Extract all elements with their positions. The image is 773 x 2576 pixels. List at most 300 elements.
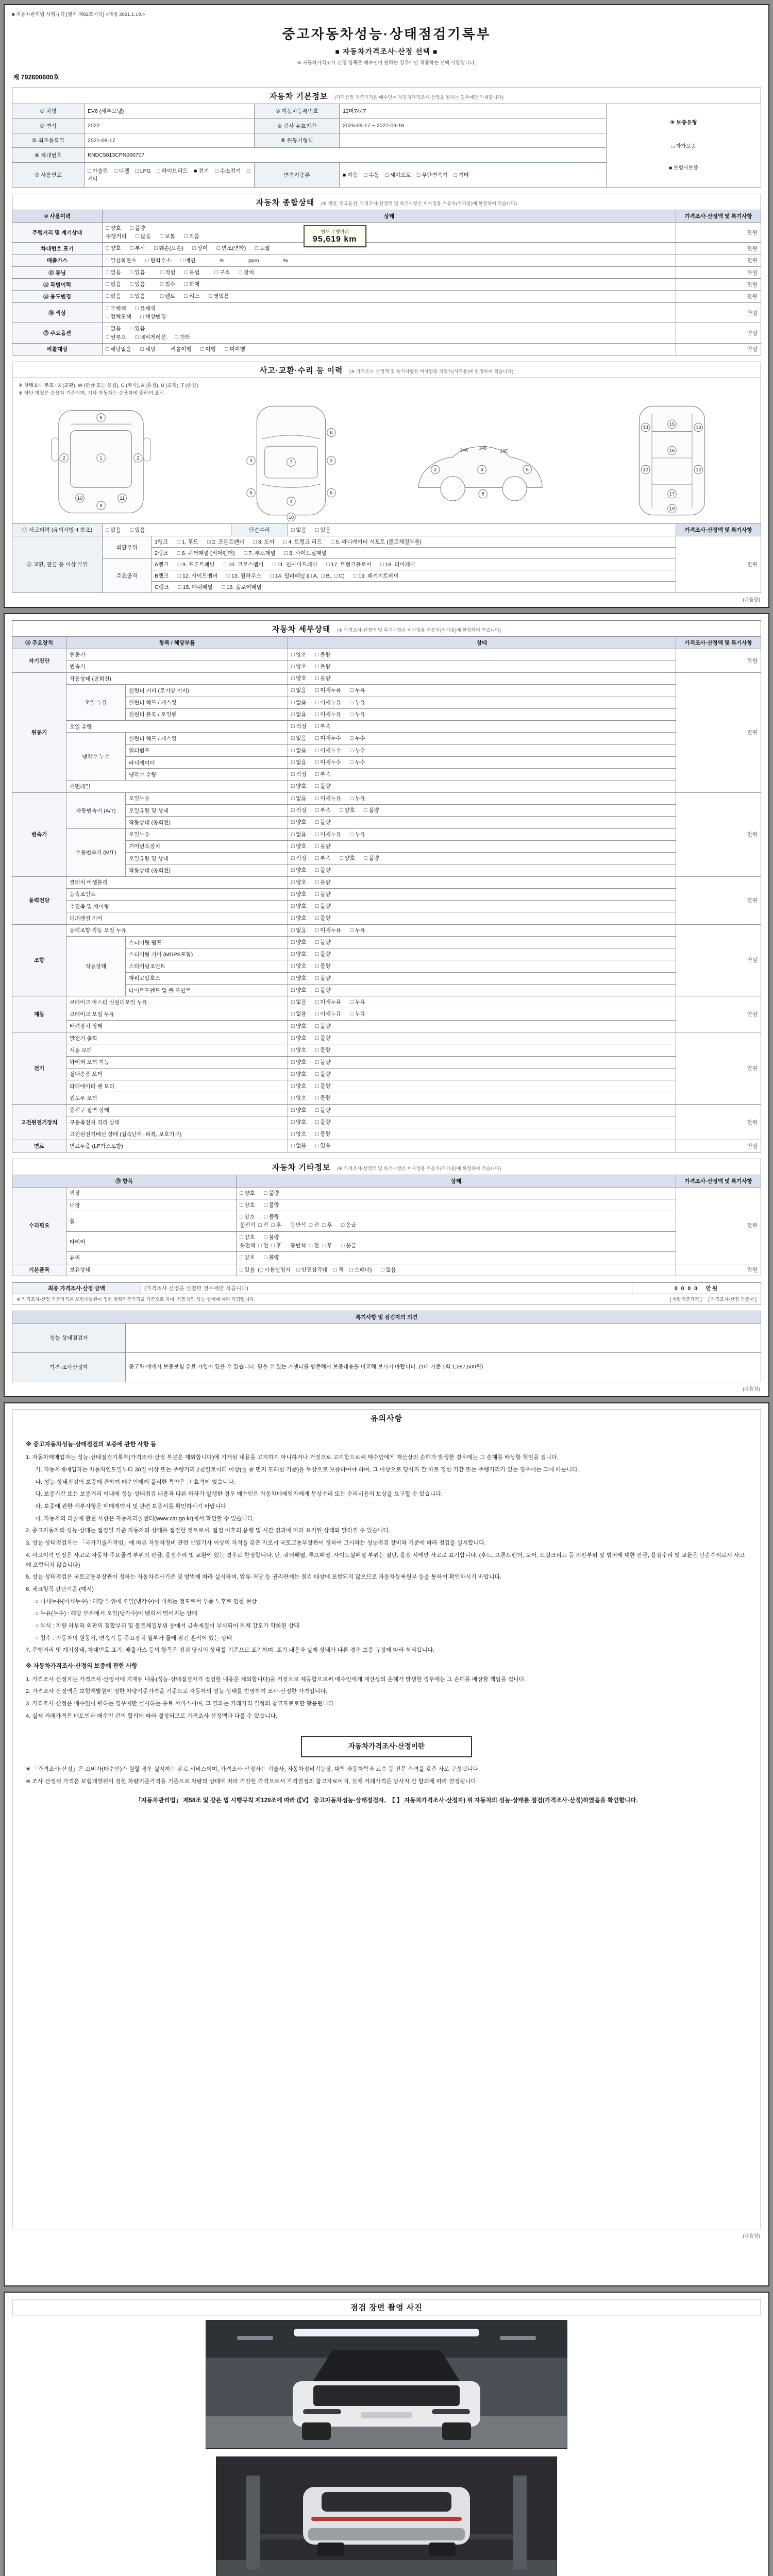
section-overall-condition bbox=[12, 194, 761, 355]
item-cell: 디퍼렌셜 기어 bbox=[66, 912, 288, 924]
notice-section1-head: ※ 중고자동차성능·상태점검의 보증에 관한 사항 등 bbox=[26, 1441, 157, 1448]
inspection-confirmation-statement: 「자동차관리법」 제58조 및 같은 법 시행규칙 제120조에 따라 (【V】 중고자동차성능·상태점검자, 【 】 자동차가격조사·산정자) 위 자동차의 성능·상태를 점검(가격조사·산정)하였음을 확인합니다. bbox=[135, 1797, 638, 1804]
etc-header-state: 상태 bbox=[237, 1175, 676, 1187]
table-row bbox=[12, 1116, 761, 1128]
price-cell: 만원 bbox=[676, 924, 761, 996]
photos-title-bar bbox=[12, 2299, 761, 2315]
state-option-line: □ 양호 □ 불량 bbox=[291, 1071, 331, 1077]
notice-body bbox=[12, 1426, 761, 2229]
subgroup-cell: 수동변속기 (M/T) bbox=[66, 828, 126, 876]
table-row bbox=[12, 1044, 761, 1056]
device-cell: 변속기 bbox=[12, 792, 66, 876]
field-label-first-reg-date: ⑤ 최초등록일 bbox=[12, 133, 85, 147]
item-cell: 실린더 헤드 / 개스킷 bbox=[126, 733, 288, 744]
notice-section2-items bbox=[26, 1675, 747, 1721]
svg-text:14C: 14C bbox=[499, 448, 508, 454]
table-row bbox=[12, 685, 761, 697]
state-cell bbox=[288, 1032, 676, 1044]
state-cell bbox=[288, 1140, 676, 1152]
overall-note: (※ 색상, 주요옵션, 가격조사·산정액 및 특기사항은 비사업용 자동차(자가용)에 한정하여 적습니다) bbox=[321, 200, 517, 206]
state-option-line: □ 없음 □ 있음 □ 렌트 □ 리스 □ 영업용 bbox=[106, 293, 229, 300]
subgroup-cell: 오일 누유 bbox=[66, 685, 126, 721]
detail-title-bar bbox=[12, 620, 761, 636]
device-cell: ⑪ 튜닝 bbox=[12, 266, 103, 278]
item-cell: 보유상태 bbox=[66, 1264, 237, 1276]
item-cell: 타이로드엔드 및 볼 조인트 bbox=[126, 984, 288, 996]
svg-text:2: 2 bbox=[137, 455, 140, 461]
table-row bbox=[12, 266, 761, 278]
state-cell bbox=[288, 901, 676, 912]
table-row bbox=[12, 1008, 761, 1020]
state-option-line: □ 양호 □ 불량 bbox=[291, 783, 331, 790]
table-row bbox=[12, 1140, 761, 1152]
state-option-line: □ 양호 □ 불량 bbox=[291, 915, 331, 922]
device-cell: 주행거리 및 계기상태 bbox=[12, 222, 103, 243]
price-cell: 만원 bbox=[676, 255, 761, 266]
state-option-line: □ 양호 □ 불량 bbox=[291, 843, 331, 850]
svg-text:14A: 14A bbox=[460, 447, 468, 453]
item-cell: 원동기 bbox=[66, 649, 288, 660]
table-row bbox=[12, 1032, 761, 1044]
section-detail-condition bbox=[12, 620, 761, 1153]
table-row bbox=[12, 343, 761, 355]
state-option-line: □ 양호 □ 불량 bbox=[291, 1023, 331, 1029]
item-cell: 오일누유 bbox=[126, 792, 288, 804]
subgroup-cell: 냉각수 누수 bbox=[66, 733, 126, 781]
state-cell bbox=[288, 912, 676, 924]
final-price-table bbox=[12, 1282, 761, 1294]
svg-text:9: 9 bbox=[99, 502, 103, 508]
mileage-callout-value: 95,619 km bbox=[313, 234, 357, 244]
table-row bbox=[12, 1092, 761, 1104]
base-price-link: [ 차량기준가격 ] bbox=[669, 1296, 702, 1302]
svg-text:16: 16 bbox=[669, 448, 675, 453]
notice-paragraph: 1. 자동차매매업자는 성능·상태점검기록부(가격조사·산정 부분은 제외합니다)에 기재된 내용을 고지하지 아니하거나 거짓으로 고지함으로써 매수인에게 재산상의 손해가 발생한 경우에는 그 손해를 배상할 책임을 집니다. bbox=[26, 1454, 559, 1461]
panel-main-info bbox=[4, 4, 769, 608]
opinion-table bbox=[12, 1311, 761, 1382]
notice-title: 유의사항 bbox=[371, 1414, 402, 1423]
frame-rankA-row: A랭크 □ 9. 프론트패널 □ 10. 크로스멤버 □ 11. 인사이드패널 □ 17. 트렁크플로어 □ 18. 리어패널 bbox=[152, 558, 676, 570]
state-option-line: □ 없음 □ 있음 □ 침수 □ 화재 bbox=[106, 281, 200, 288]
svg-text:13: 13 bbox=[643, 424, 648, 430]
state-option-line: □ 없음 □ 미세누유 □ 누유 bbox=[291, 795, 365, 802]
opinion-header: 특기사항 및 점검자의 의견 bbox=[12, 1311, 761, 1323]
form-reference: ■ 자동차관리법 시행규칙 [별지 제82호서식] <개정 2021.1.19.> bbox=[12, 12, 145, 18]
notice-paragraph: 3. 가격조사·산정은 매수인이 원하는 경우에만 실시하는 유료 서비스이며, 그 결과는 거래가격 결정의 참고자료로만 활용됩니다. bbox=[26, 1700, 335, 1707]
state-cell bbox=[103, 279, 676, 291]
svg-text:10: 10 bbox=[77, 495, 83, 501]
item-cell: 작동상태 (공회전) bbox=[126, 865, 288, 876]
svg-text:6: 6 bbox=[249, 490, 253, 496]
item-cell: 오일누유 bbox=[126, 828, 288, 840]
page-subtitle-note: ※ 자동차가격조사·산정 항목은 매수인이 원하는 경우에만 적용하는 선택 사항입니다. bbox=[297, 60, 476, 66]
detail-condition-table bbox=[12, 636, 761, 1153]
device-cell: 기본품목 bbox=[12, 1264, 66, 1276]
state-cell bbox=[103, 266, 676, 278]
item-cell: 오일유량 및 상태 bbox=[126, 804, 288, 816]
state-option-line: □ 양호 □ 불량 bbox=[291, 1035, 331, 1042]
overall-header-price: 가격조사·산정액 및 특기사항 bbox=[676, 210, 761, 222]
state-cell bbox=[288, 1092, 676, 1104]
state-option-line: □ 양호 □ 부식 □ 훼손(오손) □ 상이 □ 변조(변타) □ 도말 bbox=[106, 245, 271, 252]
pricing-info-box-title: 자동차가격조사·산정이란 bbox=[301, 1736, 472, 1757]
state-option-line: □ 적정 □ 부족 bbox=[291, 771, 331, 778]
item-cell: 스티어링 펌프 bbox=[126, 936, 288, 948]
state-cell bbox=[288, 924, 676, 936]
state-option-line: □ 양호 □ 불량 bbox=[291, 1083, 331, 1090]
svg-text:8: 8 bbox=[481, 491, 484, 497]
table-row bbox=[12, 1056, 761, 1068]
table-row bbox=[12, 323, 761, 344]
device-cell: 고전원전기장치 bbox=[12, 1104, 66, 1140]
table-row bbox=[12, 733, 761, 744]
svg-text:11: 11 bbox=[120, 495, 125, 501]
state-option-line: □ 양호 □ 불량 bbox=[291, 1095, 331, 1101]
item-cell: 기어변속장치 bbox=[126, 840, 288, 852]
section-etc-info bbox=[12, 1159, 761, 1276]
diagram-legend-symbols: ※ 상태표시 부호 : X (교환), W (판금 또는 용접), C (부식), A (흠집), U (요철), T (손상) bbox=[19, 383, 198, 389]
price-cell: 만원 bbox=[676, 1264, 761, 1276]
table-row bbox=[12, 792, 761, 804]
field-value-transmission: ■ 자동 □ 수동 □ 세미오토 □ 무단변속기 □ 기타 bbox=[340, 162, 607, 187]
state-option-line: □ 양호 □ 불량 bbox=[291, 675, 331, 682]
accident-history-state: □ 없음 □ 있음 bbox=[103, 523, 231, 536]
pricing-paragraph: ※ 「가격조사·산정」은 소비자(매수인)가 원할 경우 실시하는 유료 서비스이며, 가격조사·산정자는 기술사, 자동차정비기능장, 대학 자동차학과 교수 등 전문 자격을 갖춘 자로 구성됩니다. bbox=[26, 1766, 480, 1773]
opinion-appraiser-label: 가격·조사산정자 bbox=[12, 1352, 126, 1382]
state-option-line: □ 양호 □ 불량 bbox=[291, 867, 331, 874]
notice-title-bar bbox=[12, 1410, 761, 1426]
final-price-mid-note: (가격조사·산정을 신청한 경우에만 적습니다) bbox=[141, 1282, 632, 1294]
accident-price-header: 가격조사·산정액 및 특기사항 bbox=[676, 523, 761, 536]
price-cell: 만원 bbox=[676, 279, 761, 291]
state-option-line: □ 양호 □ 불량 bbox=[291, 1047, 331, 1054]
state-cell bbox=[237, 1187, 676, 1199]
state-option-line: □ 양호 □ 불량 bbox=[291, 1118, 331, 1125]
state-cell bbox=[288, 853, 676, 865]
state-cell bbox=[288, 733, 676, 744]
notice-paragraph: 5. 성능·상태점검은 국토교통부장관이 정하는 자동차검사기준 및 방법에 따라 실시하며, 압류·저당 등 권리관계는 점검 대상에 포함되지 않으므로 자동차등록원부 등을 통하여 확인하시기 바랍니다. bbox=[26, 1574, 502, 1581]
state-option-line: □ 없음 □ 미세누수 □ 누수 bbox=[291, 759, 365, 766]
accident-history-label: ⑯ 사고이력 (유의사항 4 참조) bbox=[12, 523, 103, 536]
state-cell bbox=[237, 1199, 676, 1211]
table-row bbox=[12, 243, 761, 255]
svg-text:17: 17 bbox=[669, 491, 675, 497]
final-price-unit: 만원 bbox=[705, 1285, 719, 1292]
state-cell bbox=[288, 960, 676, 972]
state-cell bbox=[288, 865, 676, 876]
diagram-legend-basis: ※ 하단 명칭은 승용차 기준이며, 기타 자동차는 승용차에 준하여 표시 bbox=[19, 390, 164, 396]
field-label-model-year: ③ 연식 bbox=[12, 118, 85, 133]
accident-note: (※ 가격조사·산정액 및 특기사항은 비사업용 자동차(자가용)에 한정하여 적습니다) bbox=[349, 369, 514, 375]
table-row bbox=[12, 781, 761, 792]
notice-paragraph: 마. 자동차의 리콜에 관한 사항은 자동차리콜센터(www.car.go.kr)에서 확인할 수 있습니다. bbox=[26, 1515, 255, 1522]
price-cell: 만원 bbox=[676, 1140, 761, 1152]
state-option-line: □ 없음 □ 있음 bbox=[291, 1143, 331, 1149]
final-price-digits: 0 0 0 0 bbox=[674, 1285, 699, 1292]
panel-photos-signature bbox=[4, 2292, 769, 2576]
state-cell bbox=[237, 1264, 676, 1276]
price-cell: 만원 bbox=[676, 222, 761, 243]
item-cell: 외장 bbox=[66, 1187, 237, 1199]
notice-paragraph: 나. 성능·상태점검의 보증에 관하여 매수인에게 불리한 특약은 그 효력이 없습니다. bbox=[26, 1479, 236, 1485]
svg-text:18: 18 bbox=[289, 514, 294, 520]
state-cell bbox=[288, 697, 676, 708]
state-option-line: □ 적정 □ 부족 □ 양호 □ 불량 bbox=[291, 807, 379, 814]
field-label-fuel: ⑦ 사용연료 bbox=[12, 162, 85, 187]
item-cell: 브레이크 오일 누유 bbox=[66, 1008, 288, 1020]
item-cell: 타이어 bbox=[66, 1231, 237, 1252]
state-cell bbox=[288, 984, 676, 996]
state-option-line: □ 썬루프 □ 네비게이션 □ 기타 bbox=[106, 334, 191, 341]
state-option-line: □ 없음 □ 있음 bbox=[106, 326, 145, 332]
car-side-diagram bbox=[399, 400, 564, 521]
document-number: 제 792600600호 bbox=[13, 74, 60, 81]
item-cell: 구동축전지 격리 상태 bbox=[66, 1116, 288, 1128]
state-cell bbox=[288, 936, 676, 948]
item-cell: 파워고압호스 bbox=[126, 972, 288, 984]
section-accident-history bbox=[12, 362, 761, 592]
svg-text:3: 3 bbox=[249, 457, 253, 463]
state-cell bbox=[237, 1211, 676, 1232]
device-cell: 제동 bbox=[12, 996, 66, 1032]
state-cell bbox=[288, 660, 676, 672]
field-value-inspection-period: 2025-09-17 ~ 2027-09-16 bbox=[340, 118, 607, 133]
table-row bbox=[12, 1199, 761, 1211]
state-option-line: □ 없음 □ 미세누수 □ 누수 bbox=[291, 735, 365, 742]
table-row bbox=[12, 1211, 761, 1232]
car-top-diagram bbox=[209, 400, 374, 521]
state-option-line: 운전석 □ 전 □ 후 동반석 □ 전 □ 후 □ 응급 bbox=[240, 1243, 357, 1249]
subgroup-cell: 작동상태 bbox=[66, 936, 126, 996]
state-cell bbox=[288, 673, 676, 685]
state-cell bbox=[288, 1116, 676, 1128]
state-cell bbox=[288, 1128, 676, 1140]
final-price-note: ※ 가격조사·산정 기준가격은 보험개발원이 정한 차량기준가격을 기준으로 하며, 자동차의 성능·상태에 따라 가감됩니다. bbox=[16, 1296, 256, 1302]
price-cell: 만원 bbox=[676, 792, 761, 876]
detail-header-item: 항목 / 해당부품 bbox=[66, 636, 288, 649]
notice-paragraph: 2. 중고자동차의 성능·상태는 점검일 기준 자동차의 상태를 점검한 것으로서, 점검 이후의 운행 및 시간 경과에 따라 표기된 상태와 달라질 수 있습니다. bbox=[26, 1528, 391, 1534]
state-cell bbox=[288, 721, 676, 733]
car-diagram-area bbox=[12, 378, 761, 523]
device-cell: 조향 bbox=[12, 924, 66, 996]
state-option-line: □ 전체도색 □ 색상변경 bbox=[106, 314, 166, 320]
table-row bbox=[12, 1020, 761, 1032]
device-cell: ⑬ 용도변경 bbox=[12, 291, 103, 302]
etc-header-item: ⑲ 항목 bbox=[12, 1175, 237, 1187]
item-cell: 라디에이터 bbox=[126, 756, 288, 768]
item-cell: 스티어링조인트 bbox=[126, 960, 288, 972]
svg-text:13: 13 bbox=[696, 424, 701, 430]
item-cell: 라디에이터 팬 모터 bbox=[66, 1080, 288, 1092]
overall-title-bar bbox=[12, 194, 761, 210]
subgroup-cell: 자동변속기 (A/T) bbox=[66, 792, 126, 828]
price-cell: 만원 bbox=[676, 323, 761, 344]
field-value-car-name: EV6 (세부모델) bbox=[85, 104, 255, 118]
state-cell bbox=[288, 769, 676, 781]
state-option-line: □ 양호 □ 불량 bbox=[291, 663, 331, 670]
device-cell: 자기진단 bbox=[12, 649, 66, 673]
exchanged-parts-label: ⑰ 교환, 판금 등 이상 부위 bbox=[12, 536, 103, 592]
field-value-vin: KNDC5813CPN000707 bbox=[85, 148, 607, 162]
state-cell bbox=[288, 708, 676, 720]
price-cell: 만원 bbox=[676, 649, 761, 673]
photo-wrap-front bbox=[12, 2315, 761, 2452]
opinion-inspector-text bbox=[126, 1323, 761, 1352]
device-cell: 동력전달 bbox=[12, 876, 66, 924]
basic-info-note: (가격산정 기준가격은 매수인이 자동차가격조사·산정을 원하는 경우에만 기재합니다) bbox=[334, 95, 504, 100]
state-cell bbox=[288, 876, 676, 888]
field-value-reg-no: 12머7447 bbox=[340, 104, 607, 118]
price-cell: 만원 bbox=[676, 1032, 761, 1105]
table-row bbox=[12, 1128, 761, 1140]
state-cell bbox=[288, 1008, 676, 1020]
item-cell: 시동 모터 bbox=[66, 1044, 288, 1056]
state-cell bbox=[288, 1020, 676, 1032]
state-option-line: □ 양호 □ 불량 bbox=[291, 879, 331, 886]
state-option-line: □ 양호 □ 불량 bbox=[291, 951, 331, 958]
overall-title: 자동차 종합상태 bbox=[256, 198, 315, 207]
device-cell: 전기 bbox=[12, 1032, 66, 1105]
etc-title-bar bbox=[12, 1159, 761, 1175]
item-cell: 오일유량 및 상태 bbox=[126, 853, 288, 865]
table-row bbox=[12, 660, 761, 672]
state-cell bbox=[288, 1068, 676, 1080]
photos-title: 점검 장면 촬영 사진 bbox=[350, 2303, 423, 2312]
state-cell bbox=[288, 744, 676, 756]
etc-header-price: 가격조사·산정액 및 특기사항 bbox=[676, 1175, 761, 1187]
state-option-line: □ 양호 □ 불량 bbox=[240, 1234, 279, 1241]
state-option-line: □ 양호 □ 불량 bbox=[291, 891, 331, 897]
page-subtitle: ■ 자동차가격조사·산정 선택 ■ bbox=[335, 47, 438, 56]
state-option-line: □ 양호 □ 불량 bbox=[291, 903, 331, 910]
item-cell: 고전원전기배선 상태 (접속단자, 피복, 보호기구) bbox=[66, 1128, 288, 1140]
detail-header-price: 가격조사·산정액 및 특기사항 bbox=[676, 636, 761, 649]
price-cell: 만원 bbox=[676, 1104, 761, 1140]
state-option-line: □ 양호 □ 불량 bbox=[291, 987, 331, 993]
svg-text:5: 5 bbox=[99, 415, 103, 420]
state-cell bbox=[288, 972, 676, 984]
state-cell bbox=[288, 888, 676, 900]
device-cell: 원동기 bbox=[12, 673, 66, 793]
warranty-option-self: □ 자가보증 bbox=[671, 143, 696, 149]
state-option-line: □ 없음 □ 미세누유 □ 누유 bbox=[291, 999, 365, 1006]
field-label-inspection-period: ④ 검사 유효기간 bbox=[255, 118, 340, 133]
price-cell: 만원 bbox=[676, 266, 761, 278]
warranty-type-cell bbox=[607, 104, 761, 188]
device-cell: ⑫ 특별이력 bbox=[12, 279, 103, 291]
svg-text:14B: 14B bbox=[478, 445, 487, 450]
state-cell bbox=[103, 343, 676, 355]
state-cell bbox=[288, 781, 676, 792]
notice-paragraph: ○ 누유(누수) : 해당 부위에서 오일(냉각수)이 맺혀서 떨어지는 상태 bbox=[26, 1611, 197, 1617]
state-cell bbox=[288, 685, 676, 697]
svg-text:1: 1 bbox=[99, 455, 103, 461]
notice-section2-head: ※ 자동차가격조사·산정의 보증에 관한 사항 bbox=[26, 1663, 138, 1670]
state-option-line: 운전석 □ 전 □ 후 동반석 □ 전 □ 후 □ 응급 bbox=[240, 1222, 357, 1229]
item-cell: 냉각수 수량 bbox=[126, 769, 288, 781]
svg-text:3: 3 bbox=[480, 467, 483, 472]
state-cell bbox=[103, 323, 676, 344]
table-row bbox=[12, 924, 761, 936]
item-cell: 발전기 출력 bbox=[66, 1032, 288, 1044]
notice-paragraph: ○ 미세누유(미세누수) : 해당 부위에 오일(냉각수)이 비치는 정도로서 부품 노후로 인한 현상 bbox=[26, 1598, 257, 1605]
item-cell: 변속기 bbox=[66, 660, 288, 672]
state-cell bbox=[288, 756, 676, 768]
simple-repair-label: 단순수리 bbox=[231, 523, 288, 536]
state-option-line: □ 양호 □ 불량 bbox=[291, 1059, 331, 1065]
table-row bbox=[12, 222, 761, 243]
notice-paragraph: 4. 실제 거래가격은 매도인과 매수인 간의 합의에 따라 결정되므로 가격조사·산정액과 다를 수 있습니다. bbox=[26, 1713, 278, 1719]
opinion-appraiser-text: 중고차 매매시 보증보험 유료 가입이 있을 수 있습니다. 믿을 수 있는 카센터를 방문해서 보증내용을 비교해 보시기 바랍니다. (1대 기준 1회 1,287,500원) bbox=[126, 1352, 761, 1382]
state-option-line: □ 없음 □ 미세누유 □ 누유 bbox=[291, 711, 365, 718]
item-cell: 추진축 및 베어링 bbox=[66, 901, 288, 912]
detail-header-device: ⑱ 주요장치 bbox=[12, 636, 66, 649]
state-option-line: □ 무채색 □ 유채색 bbox=[106, 305, 156, 312]
pricing-standard-link: [ 가격조사·산정 기준서 ] bbox=[708, 1296, 757, 1302]
table-row bbox=[12, 1104, 761, 1116]
price-cell: 만원 bbox=[676, 673, 761, 793]
page-title: 중고자동차성능·상태점검기록부 bbox=[282, 26, 491, 42]
table-row bbox=[12, 279, 761, 291]
price-cell: 만원 bbox=[676, 243, 761, 255]
notice-paragraph: 1. 가격조사·산정자는 가격조사·산정서에 기재된 내용(성능·상태점검자가 점검한 내용은 제외합니다)을 거짓으로 제공함으로써 매수인에게 재산상의 손해가 발생한 경우에는 그 손해를 배상할 책임을 집니다. bbox=[26, 1676, 526, 1683]
device-cell: ⑮ 주요옵션 bbox=[12, 323, 103, 344]
accident-title: 사고·교환·수리 등 이력 bbox=[259, 366, 343, 376]
item-cell: 실린더 헤드 / 개스킷 bbox=[126, 697, 288, 708]
final-price-links bbox=[665, 1296, 757, 1302]
photo-wrap-rear bbox=[12, 2452, 761, 2576]
device-cell: 연료 bbox=[12, 1140, 66, 1152]
field-label-transmission: 변속기종류 bbox=[255, 162, 340, 187]
item-cell: 내장 bbox=[66, 1199, 237, 1211]
outer-rank2-row: 2랭크 □ 6. 쿼터패널 (리어펜더) □ 7. 루프패널 □ 8. 사이드실패널 bbox=[152, 547, 676, 558]
state-option-line: □ 없음 □ 미세누유 □ 누유 bbox=[291, 1011, 365, 1018]
state-option-line: □ 없음 □ 미세누유 □ 누유 bbox=[291, 687, 365, 694]
pricing-paragraph: ※ 조사·산정된 가격은 보험개발원이 정한 차량기준가격을 기준으로 차량의 상태에 따라 가감한 가격으로서 가격결정의 참고자료이며, 실제 거래가격은 당사자 간 합의에 따라 결정됩니다. bbox=[26, 1778, 478, 1785]
state-cell bbox=[103, 243, 676, 255]
inspection-photo-rear bbox=[216, 2456, 557, 2576]
price-cell: 만원 bbox=[676, 343, 761, 355]
basic-info-title: 자동차 기본정보 bbox=[269, 92, 328, 101]
price-cell: 만원 bbox=[676, 291, 761, 302]
state-cell bbox=[288, 1056, 676, 1068]
accident-title-bar bbox=[12, 362, 761, 378]
device-cell: 수리필요 bbox=[12, 1187, 66, 1264]
svg-text:19: 19 bbox=[669, 505, 675, 511]
field-label-reg-no: ② 자동차등록번호 bbox=[255, 104, 340, 118]
panel-notice bbox=[4, 1402, 769, 2286]
notice-paragraph: 7. 주행거리 및 계기상태, 차대번호 표기, 배출가스 등의 항목은 점검 당시의 상태를 기준으로 표기하며, 표기 내용과 실제 상태가 다른 경우 보증 규정에 따라 처리됩니다. bbox=[26, 1647, 435, 1654]
device-cell: 차대번호 표기 bbox=[12, 243, 103, 255]
etc-title: 자동차 기타정보 bbox=[272, 1163, 331, 1172]
field-value-fuel: □ 가솔린 □ 디젤 □ LPG □ 하이브리드 ■ 전기 □ 수소전기 □ 기타 bbox=[85, 162, 255, 187]
table-row bbox=[12, 888, 761, 900]
state-cell bbox=[103, 255, 676, 266]
inspection-photo-front bbox=[206, 2320, 567, 2449]
item-cell: 연료누출 (LP가스포함) bbox=[66, 1140, 288, 1152]
warranty-option-insurer: ■ 보험사보증 bbox=[668, 165, 699, 171]
state-option-line: □ 없음 □ 있음 □ 적법 □ 불법 □ 구조 □ 장치 bbox=[106, 269, 255, 276]
state-cell bbox=[288, 948, 676, 960]
item-cell: 유리 bbox=[66, 1252, 237, 1264]
next-page-marker: (다음장) bbox=[743, 597, 760, 603]
field-label-vin: ⑥ 차대번호 bbox=[12, 148, 85, 162]
table-row bbox=[12, 1187, 761, 1199]
svg-text:4: 4 bbox=[290, 498, 293, 504]
notice-paragraph: 가. 자동차매매업자는 자동차인도일부터 30일 이상 또는 주행거리 2천킬로미터 이상(둘 중 먼저 도래한 기준)을 무상으로 보증하여야 하며, 그 이상으로 당사자 간 따로 정한 기간 또는 주행거리가 있는 경우에는 그에 따릅니다. bbox=[26, 1467, 579, 1473]
svg-text:15: 15 bbox=[669, 421, 675, 427]
overall-header-usage: ⑩ 사용이력 bbox=[12, 210, 103, 222]
